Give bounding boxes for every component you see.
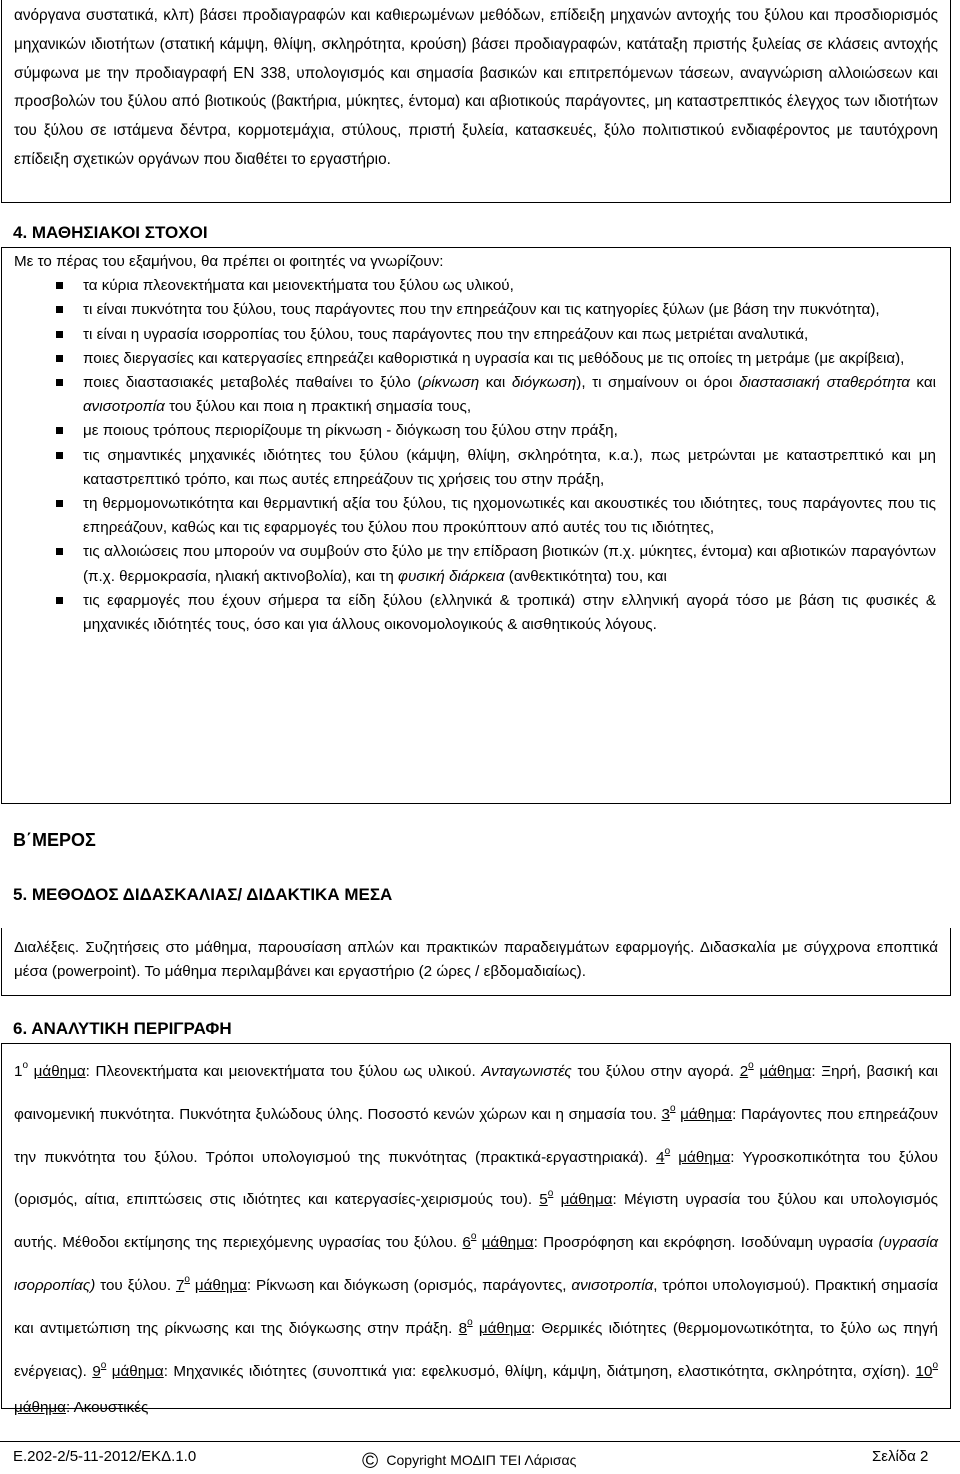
footer-copyright: © Copyright ΜΟΔΙΠ ΤΕΙ Λάρισας	[362, 1448, 577, 1473]
footer-doc-code: Ε.202-2/5-11-2012/ΕΚΔ.1.0	[13, 1448, 197, 1465]
footer-page-number: Σελίδα 2	[872, 1448, 929, 1465]
list-item: ποιες διαστασιακές μεταβολές παθαίνει το ξύλο (ρίκνωση και διόγκωση), τι σημαίνουν οι όροι διαστασιακή σταθερότητα και ανισοτροπία του ξύλου και ποια η πρακτική σημασία τους,	[14, 371, 950, 419]
list-item: με ποιους τρόπους περιορίζουμε τη ρίκνωση - διόγκωση του ξύλου στην πράξη,	[14, 419, 950, 443]
section-5-title: 5. ΜΕΘΟΔΟΣ ΔΙΔΑΣΚΑΛΙΑΣ/ ΔΙΔΑΚΤΙΚΑ ΜΕΣΑ	[13, 885, 393, 904]
detailed-description-box	[1, 1043, 951, 1417]
lesson-9: $9^o$ μάθημα: Μηχανικές ιδιότητες (συνοπτικά για: εφελκυσμό, θλίψη, κάμψη, διάτμηση, ελαστικότητα, σκληρότητα, σχίση).	[92, 1359, 916, 1380]
objectives-intro: Με το πέρας του εξαμήνου, θα πρέπει οι φοιτητές να γνωρίζουν:	[14, 253, 444, 270]
list-item: τη θερμομονωτικότητα και θερμαντική αξία του ξύλου, τις ηχομονωτικές και ακουστικές του ιδιότητες, τους παράγοντες που τις επηρεάζουν, καθώς και τις εφαρμογές του ξύλου που προκύπτουν από αυτές του τις ιδιότητες,	[14, 492, 950, 540]
lessons-text	[14, 1048, 938, 1427]
part-b-heading: Β΄ΜΕΡΟΣ	[13, 830, 96, 850]
teaching-method-text: Διαλέξεις. Συζητήσεις στο μάθημα, παρουσίαση απλών και πρακτικών παραδειγμάτων εφαρμογής. Διδασκαλία με σύγχρονα εποπτικά μέσα (powerpoint). Το μάθημα περιλαμβάνει και εργαστήριο (2 ώρες / εβδομαδιαίως).	[14, 939, 938, 981]
lesson-4: $4^o$ μάθημα: Υγροσκοπικότητα του ξύλου (ορισμός, αίτια, επιπτώσεις στις ιδιότητες και κατεργασίες-χειρισμούς του).	[14, 1145, 938, 1209]
section-6-title: 6. ΑΝΑΛΥΤΙΚΗ ΠΕΡΙΓΡΑΦΗ	[13, 1019, 232, 1038]
list-item: τις εφαρμογές που έχουν σήμερα τα είδη ξύλου (ελληνικά & τροπικά) στην ελληνική αγορά τόσο με βάση τις φυσικές & μηχανικές ιδιότητές τους, όσο και για άλλους οικονομολογικούς & αισθητικούς λόγους.	[14, 589, 950, 637]
objectives-list	[14, 274, 950, 637]
section-4-title: 4. ΜΑΘΗΣΙΑΚΟΙ ΣΤΟΧΟΙ	[13, 223, 208, 242]
lab-content-text: ανόργανα συστατικά, κλπ) βάσει προδιαγραφών και καθιερωμένων μεθόδων, επίδειξη μηχανών αντοχής του ξύλου και προσδιορισμός μηχανικών ιδιοτήτων (στατική κάμψη, θλίψη, σκληρότητα, κρούση) βάσει προδιαγραφών, κατάταξη πριστής ξυλείας σε κλάσεις αντοχής σύμφωνα με την προδιαγραφή EN 338, υπολογισμός και σημασία βασικών και επιτρεπόμενων τάσεων, αναγνώριση αλλοιώσεων και προσβολών του ξύλου από βιοτικούς (βακτήρια, μύκητες, έντομα) και αβιοτικούς παράγοντες, μη καταστρεπτικός έλεγχος των ιδιοτήτων του ξύλου σε ιστάμενα δέντρα, κορμοτεμάχια, στύλους, πριστή ξυλεία, κατασκευές, ξύλο πολιτιστικού ενδιαφέροντος με ταυτόχρονη επίδειξη σχετικών οργάνων που διαθέτει το εργαστήριο.	[14, 7, 938, 168]
lesson-8: $8^o$ μάθημα: Θερμικές ιδιότητες (θερμομονωτικότητα, το ξύλο ως πηγή ενέργειας).	[14, 1316, 938, 1380]
copyright-icon: ©	[362, 1448, 379, 1473]
lesson-3: $3^o$ μάθημα: Παράγοντες που επηρεάζουν την πυκνότητα του ξύλου. Τρόποι υπολογισμού της πυκνότητας (πρακτικά-εργαστηριακά).	[14, 1102, 938, 1166]
lesson-5: $5^o$ μάθημα: Μέγιστη υγρασία του ξύλου και υπολογισμός αυτής. Μέθοδοι εκτίμησης της περιεχόμενης υγρασίας του ξύλου.	[14, 1188, 938, 1252]
list-item: τα κύρια πλεονεκτήματα και μειονεκτήματα του ξύλου ως υλικού,	[14, 274, 950, 298]
list-item: τις σημαντικές μηχανικές ιδιότητες του ξύλου (κάμψη, θλίψη, σκληρότητα, κ.α.), πως μετρώνται με καταστρεπτικό και μη καταστρεπτικό τρόπο, και πως αυτές επηρεάζουν τις χρήσεις του στην πράξη,	[14, 444, 950, 492]
footer-rule	[0, 1441, 960, 1442]
lesson-2: $2^o$ μάθημα: Ξηρή, βασική και φαινομενική πυκνότητα. Πυκνότητα ξυλώδους ύλης. Ποσοστό κενών χώρων και η σημασία του.	[14, 1060, 938, 1123]
lesson-6: $6^o$ μάθημα: Προσρόφηση και εκρόφηση. Ισοδύναμη υγρασία (υγρασία ισορροπίας) του ξύλου.	[14, 1231, 938, 1294]
list-item: ποιες διεργασίες και κατεργασίες επηρεάζει καθοριστικά η υγρασία και τις μεθόδους με τις οποίες τη μετράμε (με ακρίβεια),	[14, 347, 950, 371]
list-item: τι είναι πυκνότητα του ξύλου, τους παράγοντες που την επηρεάζουν και τις κατηγορίες ξύλων (με βάση την πυκνότητα),	[14, 298, 950, 322]
lesson-1: $1^o$ μάθημα: Πλεονεκτήματα και μειονεκτήματα του ξύλου ως υλικού. Ανταγωνιστές του ξύλου στην αγορά.	[14, 1060, 740, 1080]
lesson-10: $10^o$ μάθημα: Ακουστικές	[14, 1359, 939, 1417]
teaching-method-box	[1, 928, 951, 996]
learning-objectives-box	[1, 247, 951, 804]
objectives-continuation-box	[1, 0, 951, 203]
lesson-7: $7^o$ μάθημα: Ρίκνωση και διόγκωση (ορισμός, παράγοντες, ανισοτροπία, τρόποι υπολογισμού). Πρακτική σημασία και αντιμετώπιση της ρίκνωσης και της διόγκωσης στην πράξη.	[14, 1273, 938, 1337]
list-item: τι είναι η υγρασία ισορροπίας του ξύλου, τους παράγοντες που την επηρεάζουν και πως μετριέται αναλυτικά,	[14, 323, 950, 347]
list-item: τις αλλοιώσεις που μπορούν να συμβούν στο ξύλο με την επίδραση βιοτικών (π.χ. μύκητες, έντομα) και αβιοτικών παραγόντων (π.χ. θερμοκρασία, ηλιακή ακτινοβολία), και τη φυσική διάρκεια (ανθεκτικότητα) του, και	[14, 540, 950, 588]
